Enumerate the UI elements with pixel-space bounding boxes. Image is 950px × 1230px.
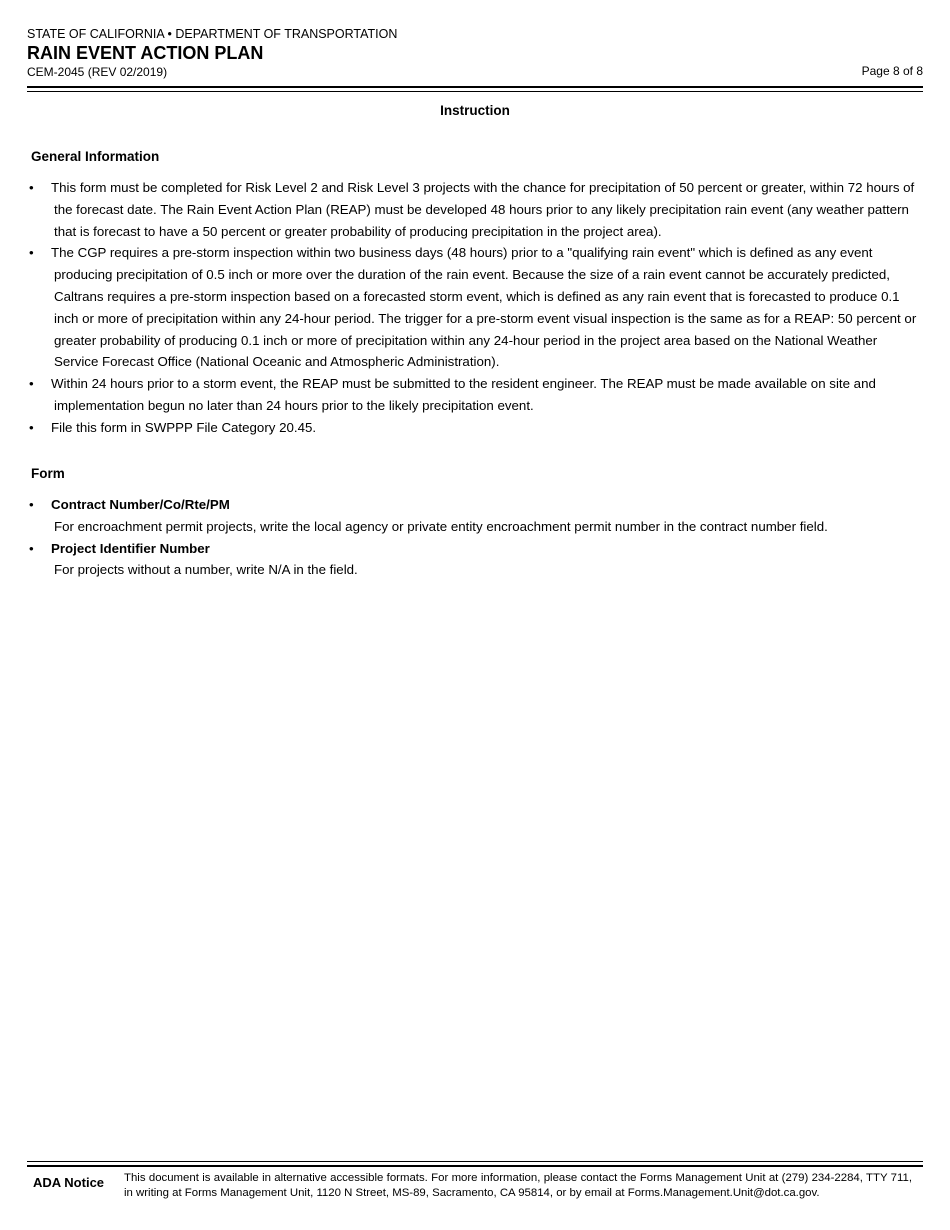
list-item — [29, 177, 923, 242]
form-field-list — [29, 494, 923, 581]
bullet-symbol: • — [29, 180, 34, 195]
field-description: For encroachment permit projects, write the local agency or private entity encroachment permit number in the contract number field. — [54, 518, 828, 534]
agency-name: STATE OF CALIFORNIA • DEPARTMENT OF TRANSPORTATION — [27, 27, 398, 41]
list-item-text: Within 24 hours prior to a storm event, the REAP must be submitted to the resident engineer. The REAP must be made available on site and implementation begun no later than 24 hours prior to the likely precipitation event. — [51, 376, 876, 413]
form-section — [31, 466, 923, 581]
form-number: CEM-2045 (REV 02/2019) — [27, 65, 168, 79]
form-section-title: Form — [31, 466, 65, 481]
field-label-contract-number: Contract Number/Co/Rte/PM — [51, 497, 230, 512]
header-divider-thin — [27, 91, 923, 92]
bullet-symbol: • — [29, 419, 34, 435]
list-item-text: The CGP requires a pre-storm inspection within two business days (48 hours) prior to a "qualifying rain event" which is defined as any event producing precipitation of 0.5 inch or more over the duration of the rain event. Because the size of a rain event cannot be accurately predicted, Caltrans requires a pre-storm inspection based on a forecasted storm event, which is defined as any rain event that is forecasted to produce 0.1 inch or more of precipitation within any 24-hour period. The trigger for a pre-storm event visual inspection is the same as for a REAP: 50 percent or greater probability of producing 0.1 inch or more of precipitation within any 24-hour period in the project area based on the National Weather Service Forecast Office (National Oceanic and Atmospheric Administration). — [51, 245, 917, 370]
list-item — [29, 242, 923, 373]
field-label-project-identifier: Project Identifier Number — [51, 540, 210, 556]
list-item — [29, 373, 923, 417]
bullet-symbol: • — [29, 540, 34, 556]
page-number: Page 8 of 8 — [861, 64, 923, 78]
ada-notice-label: ADA Notice — [33, 1175, 105, 1190]
list-item-text: File this form in SWPPP File Category 20.45. — [51, 419, 317, 435]
instruction-heading: Instruction — [440, 103, 510, 118]
list-item — [29, 417, 923, 439]
footer-divider — [27, 1165, 923, 1167]
field-description: For projects without a number, write N/A in the field. — [54, 562, 358, 578]
general-information-section — [31, 149, 923, 439]
form-header — [27, 27, 923, 79]
list-item — [29, 538, 923, 582]
general-information-title: General Information — [31, 149, 160, 164]
list-item — [29, 494, 923, 538]
general-information-list — [29, 177, 923, 439]
header-divider — [27, 86, 923, 88]
bullet-symbol: • — [29, 376, 34, 392]
footer-divider-thin — [27, 1161, 923, 1162]
bullet-symbol: • — [29, 245, 34, 261]
list-item-text: This form must be completed for Risk Level 2 and Risk Level 3 projects with the chance for precipitation of 50 percent or greater, within 72 hours of the forecast date. The Rain Event Action Plan (REAP) must be developed 48 hours prior to any likely precipitation rain event (any weather pattern that is forecast to have a 50 percent or greater probability of producing precipitation in the project area). — [51, 180, 915, 239]
bullet-symbol: • — [29, 497, 34, 512]
form-title: RAIN EVENT ACTION PLAN — [27, 43, 264, 63]
ada-notice-text: This document is available in alternative accessible formats. For more information, please contact the Forms Management Unit at (279) 234-2284, TTY 711, in writing at Forms Management Unit, 1120 N Street, MS-89, Sacramento, CA 95814, or by email at Forms.Management.Unit@dot.ca.gov. — [124, 1172, 912, 1199]
